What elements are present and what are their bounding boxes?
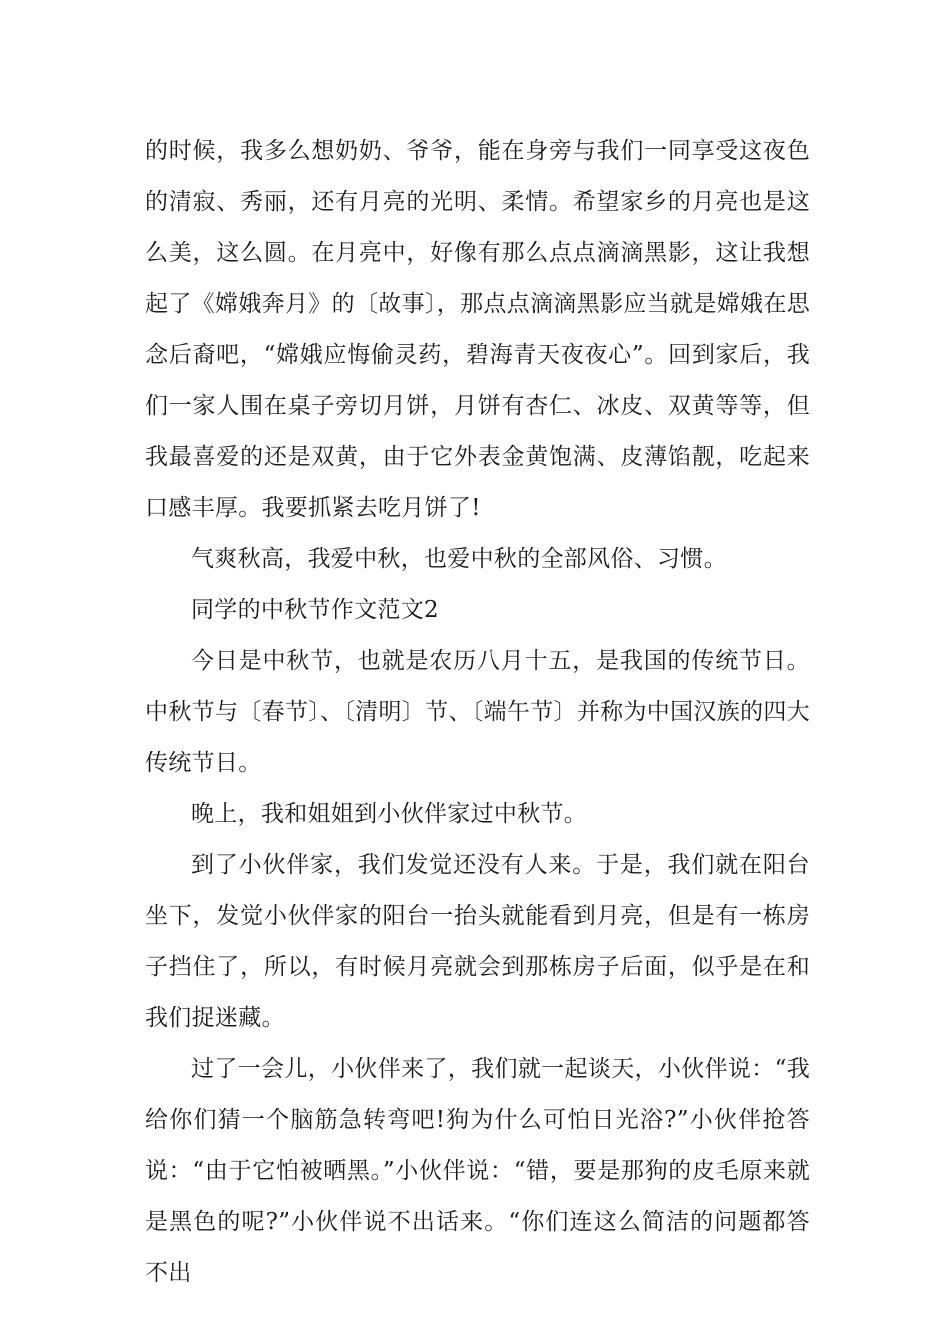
paragraph-6: 过了一会儿，小伙伴来了，我们就一起谈天，小伙伴说：“我给你们猜一个脑筋急转弯吧!狗为什么可怕日光浴?”小伙伴抢答说：“由于它怕被晒黑。”小伙伴说：“错，要是那狗的皮毛原来就是黑色的呢?”小伙伴说不出话来。“你们连这么简洁的问题都答不出 [145,1056,810,1286]
paragraph-3: 今日是中秋节，也就是农历八月十五，是我国的传统节日。中秋节与〔春节〕、〔清明〕节、〔端午节〕并称为中国汉族的四大传统节日。 [145,648,810,776]
section-heading: 同学的中秋节作文范文2 [191,597,439,623]
paragraph-2: 气爽秋高，我爱中秋，也爱中秋的全部风俗、习惯。 [191,546,727,572]
paragraph-5: 到了小伙伴家，我们发觉还没有人来。于是，我们就在阳台坐下，发觉小伙伴家的阳台一抬头就能看到月亮，但是有一栋房子挡住了，所以，有时候月亮就会到那栋房子后面，似乎是在和我们捉迷藏。 [145,852,810,1031]
paragraph-1: 的时候，我多么想奶奶、爷爷，能在身旁与我们一同享受这夜色的清寂、秀丽，还有月亮的光明、柔情。希望家乡的月亮也是这么美，这么圆。在月亮中，好像有那么点点滴滴黑影，这让我想起了《嫦娥奔月》的〔故事〕，那点点滴滴黑影应当就是嫦娥在思念后裔吧，“嫦娥应悔偷灵药，碧海青天夜夜心”。回到家后，我们一家人围在桌子旁切月饼，月饼有杏仁、冰皮、双黄等等，但我最喜爱的还是双黄，由于它外表金黄饱满、皮薄馅靓，吃起来口感丰厚。我要抓紧去吃月饼了! [145,138,810,521]
paragraph-4: 晚上，我和姐姐到小伙伴家过中秋节。 [191,801,588,827]
document-body [145,126,810,1299]
